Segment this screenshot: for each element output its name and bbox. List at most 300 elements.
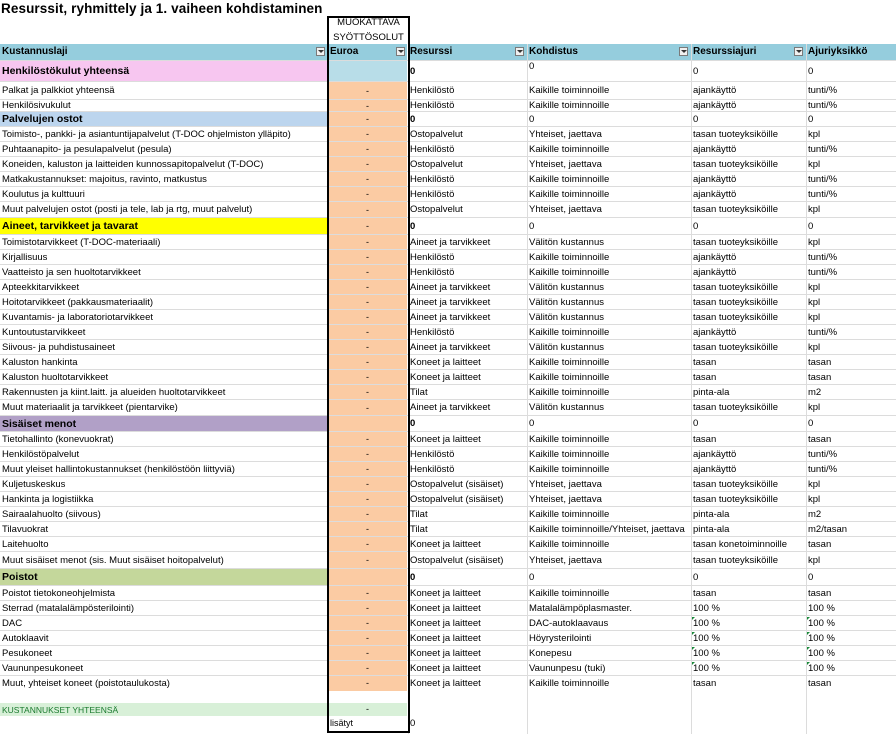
kohdistus-cell[interactable]: Kaikille toiminnoille	[529, 144, 610, 155]
resurssi-cell[interactable]: Koneet ja laitteet	[410, 603, 481, 614]
cost-type-cell[interactable]: Poistot tietokoneohjelmista	[2, 588, 116, 599]
resurssiajuri-cell[interactable]: ajankäyttö	[693, 189, 737, 200]
row-gridline	[0, 264, 896, 265]
euro-input-cell[interactable]: -	[328, 432, 407, 447]
ajuriyksikko-cell[interactable]: 100 %	[808, 633, 835, 644]
resurssi-cell[interactable]: Tilat	[410, 387, 428, 398]
resurssi-cell[interactable]: 0	[410, 114, 416, 125]
kohdistus-cell[interactable]: Välitön kustannus	[529, 312, 604, 323]
kohdistus-cell[interactable]: Kaikille toiminnoille	[529, 372, 610, 383]
kohdistus-cell[interactable]: Yhteiset, jaettava	[529, 159, 602, 170]
resurssiajuri-cell[interactable]: ajankäyttö	[693, 449, 737, 460]
resurssiajuri-cell[interactable]: 100 %	[693, 663, 720, 674]
total-euro-cell[interactable]: -	[328, 703, 407, 716]
kohdistus-cell[interactable]: Vaununpesu (tuki)	[529, 663, 606, 674]
euro-input-cell[interactable]: -	[328, 616, 407, 631]
resurssiajuri-cell[interactable]: tasan tuoteyksiköille	[693, 129, 779, 140]
euro-input-cell[interactable]	[328, 61, 407, 82]
resurssi-cell[interactable]: Henkilöstö	[410, 327, 455, 338]
resurssi-cell[interactable]: Koneet ja laitteet	[410, 539, 481, 550]
row-gridline	[0, 141, 896, 142]
kohdistus-cell[interactable]: Yhteiset, jaettava	[529, 129, 602, 140]
ajuriyksikko-cell[interactable]: tunti/%	[808, 100, 838, 111]
resurssi-cell[interactable]: Ostopalvelut	[410, 204, 463, 215]
resurssiajuri-cell[interactable]: tasan	[693, 357, 717, 368]
row-gridline	[0, 186, 896, 187]
euro-input-cell[interactable]: -	[328, 280, 407, 295]
row-gridline	[0, 171, 896, 172]
filter-dropdown-resurssiajuri-icon[interactable]	[794, 47, 803, 56]
cost-type-cell[interactable]: Kirjallisuus	[2, 252, 48, 263]
ajuriyksikko-cell[interactable]: kpl	[808, 297, 821, 308]
kohdistus-cell[interactable]: 0	[529, 221, 535, 232]
cost-type-cell[interactable]: Siivous- ja puhdistusaineet	[2, 342, 116, 353]
cost-type-cell[interactable]: Hankinta ja logistiikka	[2, 494, 94, 505]
resurssi-cell[interactable]: Henkilöstö	[410, 174, 455, 185]
kohdistus-cell[interactable]: Välitön kustannus	[529, 342, 604, 353]
euro-input-cell[interactable]: -	[328, 142, 407, 157]
row-gridline	[0, 461, 896, 462]
ajuriyksikko-cell[interactable]: tunti/%	[808, 174, 838, 185]
row-gridline	[0, 399, 896, 400]
euro-input-cell[interactable]	[328, 416, 407, 432]
ajuriyksikko-cell[interactable]: 0	[808, 418, 814, 429]
ajuriyksikko-cell[interactable]: 100 %	[808, 603, 835, 614]
header-kohdistus[interactable]: Kohdistus	[527, 44, 691, 60]
kohdistus-cell[interactable]: Kaikille toiminnoille	[529, 678, 610, 689]
column-gridline	[691, 44, 692, 734]
section-title[interactable]: Palvelujen ostot	[2, 113, 83, 125]
resurssi-cell[interactable]: Henkilöstö	[410, 449, 455, 460]
resurssiajuri-cell[interactable]: ajankäyttö	[693, 174, 737, 185]
section-title[interactable]: Aineet, tarvikkeet ja tavarat	[2, 220, 138, 232]
ajuriyksikko-cell[interactable]: tunti/%	[808, 464, 838, 475]
lisatyt-value[interactable]: 0	[410, 718, 416, 729]
cost-type-cell[interactable]: Koulutus ja kulttuuri	[2, 189, 85, 200]
resurssiajuri-cell[interactable]: tasan tuoteyksiköille	[693, 555, 779, 566]
header-resurssiajuri[interactable]: Resurssiajuri	[691, 44, 806, 60]
ajuriyksikko-cell[interactable]: 100 %	[808, 648, 835, 659]
euro-input-cell[interactable]: -	[328, 601, 407, 616]
resurssiajuri-cell[interactable]: tasan	[693, 434, 717, 445]
euro-input-cell[interactable]: -	[328, 325, 407, 340]
resurssiajuri-cell[interactable]: pinta-ala	[693, 387, 730, 398]
lisatyt-label: lisätyt	[330, 718, 354, 728]
euro-input-cell[interactable]: -	[328, 157, 407, 172]
ajuriyksikko-cell[interactable]: kpl	[808, 312, 821, 323]
row-gridline	[0, 585, 896, 586]
euro-input-cell[interactable]: -	[328, 127, 407, 142]
cost-type-cell[interactable]: Koneiden, kaluston ja laitteiden kunnossapitopalvelut (T-DOC)	[2, 159, 264, 170]
ajuriyksikko-cell[interactable]: kpl	[808, 237, 821, 248]
section-title[interactable]: Poistot	[2, 571, 38, 583]
resurssiajuri-cell[interactable]: tasan tuoteyksiköille	[693, 494, 779, 505]
resurssi-cell[interactable]: Aineet ja tarvikkeet	[410, 237, 491, 248]
euro-input-cell[interactable]: -	[328, 340, 407, 355]
kohdistus-cell[interactable]: Kaikille toiminnoille	[529, 357, 610, 368]
cost-type-cell[interactable]: Sterrad (matalalämpösterilointi)	[2, 603, 134, 614]
ajuriyksikko-cell[interactable]: tunti/%	[808, 144, 838, 155]
ajuriyksikko-cell[interactable]: 0	[808, 66, 814, 77]
ajuriyksikko-cell[interactable]: kpl	[808, 402, 821, 413]
cost-type-cell[interactable]: Kuvantamis- ja laboratoriotarvikkeet	[2, 312, 154, 323]
cost-type-cell[interactable]: Matkakustannukset: majoitus, ravinto, matkustus	[2, 174, 207, 185]
row-gridline	[0, 324, 896, 325]
resurssiajuri-cell[interactable]: tasan	[693, 588, 717, 599]
resurssiajuri-cell[interactable]: pinta-ala	[693, 524, 730, 535]
kohdistus-cell[interactable]: Välitön kustannus	[529, 297, 604, 308]
resurssiajuri-cell[interactable]: ajankäyttö	[693, 267, 737, 278]
resurssiajuri-cell[interactable]: 0	[693, 221, 699, 232]
row-gridline	[0, 384, 896, 385]
euro-input-cell[interactable]: -	[328, 82, 407, 100]
filter-dropdown-euroa-icon[interactable]	[396, 47, 405, 56]
resurssi-cell[interactable]: Henkilöstö	[410, 464, 455, 475]
row-gridline	[0, 476, 896, 477]
ajuriyksikko-cell[interactable]: kpl	[808, 555, 821, 566]
kohdistus-cell[interactable]: Yhteiset, jaettava	[529, 204, 602, 215]
ajuriyksikko-cell[interactable]: tunti/%	[808, 252, 838, 263]
euro-input-cell[interactable]: -	[328, 235, 407, 250]
kohdistus-cell[interactable]: 0	[529, 114, 535, 125]
filter-dropdown-kohdistus-icon[interactable]	[679, 47, 688, 56]
resurssi-cell[interactable]: Koneet ja laitteet	[410, 663, 481, 674]
resurssi-cell[interactable]: Ostopalvelut (sisäiset)	[410, 479, 504, 490]
cost-type-cell[interactable]: Apteekkitarvikkeet	[2, 282, 80, 293]
euro-input-cell[interactable]: -	[328, 172, 407, 187]
cost-type-cell[interactable]: Sairaalahuolto (siivous)	[2, 509, 101, 520]
resurssiajuri-cell[interactable]: ajankäyttö	[693, 252, 737, 263]
row-gridline	[0, 415, 896, 416]
filter-dropdown-resurssi-icon[interactable]	[515, 47, 524, 56]
resurssi-cell[interactable]: Aineet ja tarvikkeet	[410, 312, 491, 323]
resurssiajuri-cell[interactable]: tasan konetoiminnoille	[693, 539, 788, 550]
kohdistus-cell[interactable]: 0	[529, 418, 535, 429]
euro-input-cell[interactable]: -	[328, 522, 407, 537]
ajuriyksikko-cell[interactable]: 100 %	[808, 663, 835, 674]
row-gridline	[0, 294, 896, 295]
row-gridline	[0, 99, 896, 100]
row-gridline	[0, 234, 896, 235]
row-gridline	[0, 249, 896, 250]
header-ajuriyksikko[interactable]: Ajuriyksikkö	[806, 44, 896, 60]
header-kustannuslaji[interactable]: Kustannuslaji	[0, 44, 328, 60]
resurssiajuri-cell[interactable]: 100 %	[693, 648, 720, 659]
cost-type-cell[interactable]: Vaununpesukoneet	[2, 663, 84, 674]
cost-type-cell[interactable]: Hoitotarvikkeet (pakkausmateriaalit)	[2, 297, 154, 308]
euro-input-cell[interactable]: -	[328, 202, 407, 218]
cost-type-cell[interactable]: Puhtaanapito- ja pesulapalvelut (pesula)	[2, 144, 172, 155]
kohdistus-cell[interactable]: 0	[529, 572, 535, 583]
euro-input-cell[interactable]: -	[328, 537, 407, 552]
editable-cells-label-line1: MUOKATTAVA	[337, 17, 400, 28]
euro-input-cell[interactable]: -	[328, 477, 407, 492]
euro-input-cell[interactable]: -	[328, 100, 407, 112]
kohdistus-cell[interactable]: DAC-autoklaavaus	[529, 618, 609, 629]
resurssi-cell[interactable]: Henkilöstö	[410, 189, 455, 200]
euro-input-cell[interactable]: -	[328, 586, 407, 601]
resurssiajuri-cell[interactable]: 0	[693, 66, 699, 77]
kohdistus-cell[interactable]: Kaikille toiminnoille	[529, 449, 610, 460]
kohdistus-cell[interactable]: Höyrysterilointi	[529, 633, 592, 644]
row-gridline	[0, 60, 896, 61]
resurssiajuri-cell[interactable]: tasan tuoteyksiköille	[693, 402, 779, 413]
resurssiajuri-cell[interactable]: tasan tuoteyksiköille	[693, 297, 779, 308]
kohdistus-cell[interactable]: Välitön kustannus	[529, 402, 604, 413]
kohdistus-cell[interactable]: Kaikille toiminnoille	[529, 267, 610, 278]
ajuriyksikko-cell[interactable]: 0	[808, 114, 814, 125]
sheet-title: Resurssit, ryhmittely ja 1. vaiheen kohdistaminen	[1, 1, 323, 16]
ajuriyksikko-cell[interactable]: 0	[808, 572, 814, 583]
euro-input-cell[interactable]: -	[328, 265, 407, 280]
header-resurssi[interactable]: Resurssi	[408, 44, 527, 60]
resurssiajuri-cell[interactable]: tasan	[693, 678, 717, 689]
resurssiajuri-cell[interactable]: ajankäyttö	[693, 85, 737, 96]
kohdistus-cell[interactable]: Kaikille toiminnoille	[529, 509, 610, 520]
euro-input-cell[interactable]: -	[328, 355, 407, 370]
kohdistus-cell[interactable]: Kaikille toiminnoille	[529, 387, 610, 398]
cost-type-cell[interactable]: Pesukoneet	[2, 648, 53, 659]
filter-dropdown-kustannuslaji-icon[interactable]	[316, 47, 325, 56]
resurssiajuri-cell[interactable]: 0	[693, 114, 699, 125]
cost-type-cell[interactable]: Toimistotarvikkeet (T-DOC-materiaali)	[2, 237, 161, 248]
ajuriyksikko-cell[interactable]: 0	[808, 221, 814, 232]
row-gridline	[0, 279, 896, 280]
cost-type-cell[interactable]: Palkat ja palkkiot yhteensä	[2, 85, 115, 96]
euro-input-cell[interactable]: -	[328, 507, 407, 522]
row-gridline	[0, 600, 896, 601]
kohdistus-cell[interactable]: Kaikille toiminnoille	[529, 174, 610, 185]
resurssi-cell[interactable]: Ostopalvelut	[410, 159, 463, 170]
ajuriyksikko-cell[interactable]: kpl	[808, 159, 821, 170]
euro-input-cell[interactable]: -	[328, 187, 407, 202]
resurssi-cell[interactable]: Henkilöstö	[410, 144, 455, 155]
ajuriyksikko-cell[interactable]: tunti/%	[808, 449, 838, 460]
euro-input-cell[interactable]: -	[328, 400, 407, 416]
row-gridline	[0, 675, 896, 676]
resurssiajuri-cell[interactable]: pinta-ala	[693, 509, 730, 520]
row-gridline	[0, 339, 896, 340]
resurssi-cell[interactable]: Koneet ja laitteet	[410, 618, 481, 629]
resurssi-cell[interactable]: Koneet ja laitteet	[410, 372, 481, 383]
euro-input-cell[interactable]	[328, 569, 407, 586]
cost-type-cell[interactable]: Muut yleiset hallintokustannukset (henkilöstöön liittyviä)	[2, 464, 235, 475]
euro-input-cell[interactable]: -	[328, 661, 407, 676]
kohdistus-cell[interactable]: 0	[529, 61, 535, 72]
resurssiajuri-cell[interactable]: tasan tuoteyksiköille	[693, 342, 779, 353]
cost-type-cell[interactable]: Kaluston hankinta	[2, 357, 78, 368]
header-euroa[interactable]: Euroa	[328, 44, 407, 60]
cost-type-cell[interactable]: Muut materiaalit ja tarvikkeet (pientarvike)	[2, 402, 178, 413]
row-gridline	[0, 506, 896, 507]
resurssiajuri-cell[interactable]: 100 %	[693, 603, 720, 614]
row-gridline	[0, 630, 896, 631]
kohdistus-cell[interactable]: Kaikille toiminnoille	[529, 464, 610, 475]
resurssi-cell[interactable]: 0	[410, 572, 416, 583]
resurssiajuri-cell[interactable]: 100 %	[693, 618, 720, 629]
resurssi-cell[interactable]: Koneet ja laitteet	[410, 588, 481, 599]
resurssiajuri-cell[interactable]: ajankäyttö	[693, 327, 737, 338]
ajuriyksikko-cell[interactable]: m2	[808, 509, 822, 520]
euro-input-cell[interactable]: -	[328, 218, 407, 235]
cost-type-cell[interactable]: Tietohallinto (konevuokrat)	[2, 434, 114, 445]
section-title[interactable]: Sisäiset menot	[2, 418, 77, 430]
row-gridline	[0, 568, 896, 569]
kohdistus-cell[interactable]: Kaikille toiminnoille/Yhteiset, jaettava	[529, 524, 685, 535]
cost-type-cell[interactable]: Kuljetuskeskus	[2, 479, 66, 490]
cost-type-cell[interactable]: Rakennusten ja kiint.laitt. ja alueiden huoltotarvikkeet	[2, 387, 226, 398]
resurssi-cell[interactable]: 0	[410, 66, 416, 77]
resurssi-cell[interactable]: Ostopalvelut (sisäiset)	[410, 555, 504, 566]
cost-type-cell[interactable]: Tilavuokrat	[2, 524, 49, 535]
section-title[interactable]: Henkilöstökulut yhteensä	[2, 65, 130, 77]
ajuriyksikko-cell[interactable]: tunti/%	[808, 267, 838, 278]
resurssi-cell[interactable]: Ostopalvelut	[410, 129, 463, 140]
kohdistus-cell[interactable]: Konepesu	[529, 648, 572, 659]
resurssi-cell[interactable]: Koneet ja laitteet	[410, 633, 481, 644]
row-gridline	[0, 431, 896, 432]
cost-type-cell[interactable]: Kuntoutustarvikkeet	[2, 327, 86, 338]
resurssiajuri-cell[interactable]: tasan	[693, 372, 717, 383]
row-gridline	[0, 201, 896, 202]
resurssi-cell[interactable]: Aineet ja tarvikkeet	[410, 297, 491, 308]
kohdistus-cell[interactable]: Yhteiset, jaettava	[529, 555, 602, 566]
resurssiajuri-cell[interactable]: tasan tuoteyksiköille	[693, 282, 779, 293]
cost-type-cell[interactable]: DAC	[2, 618, 23, 629]
row-gridline	[0, 446, 896, 447]
row-gridline	[0, 156, 896, 157]
euro-input-cell[interactable]: -	[328, 370, 407, 385]
resurssi-cell[interactable]: Koneet ja laitteet	[410, 434, 481, 445]
ajuriyksikko-cell[interactable]: tasan	[808, 434, 832, 445]
resurssi-cell[interactable]: 0	[410, 418, 416, 429]
euro-input-cell[interactable]: -	[328, 447, 407, 462]
kohdistus-cell[interactable]: Kaikille toiminnoille	[529, 85, 610, 96]
ajuriyksikko-cell[interactable]: kpl	[808, 342, 821, 353]
euro-input-cell[interactable]: -	[328, 676, 407, 691]
row-gridline	[0, 217, 896, 218]
resurssi-cell[interactable]: Aineet ja tarvikkeet	[410, 402, 491, 413]
resurssi-cell[interactable]: Koneet ja laitteet	[410, 678, 481, 689]
kohdistus-cell[interactable]: Yhteiset, jaettava	[529, 479, 602, 490]
resurssi-cell[interactable]: Aineet ja tarvikkeet	[410, 282, 491, 293]
kohdistus-cell[interactable]: Yhteiset, jaettava	[529, 494, 602, 505]
euro-input-cell[interactable]: -	[328, 462, 407, 477]
ajuriyksikko-cell[interactable]: tunti/%	[808, 85, 838, 96]
ajuriyksikko-cell[interactable]: tunti/%	[808, 189, 838, 200]
kohdistus-cell[interactable]: Kaikille toiminnoille	[529, 100, 610, 111]
kohdistus-cell[interactable]: Kaikille toiminnoille	[529, 539, 610, 550]
kohdistus-cell[interactable]: Välitön kustannus	[529, 282, 604, 293]
ajuriyksikko-cell[interactable]: m2/tasan	[808, 524, 848, 535]
cost-type-cell[interactable]: Muut, yhteiset koneet (poistotaulukosta)	[2, 678, 170, 689]
cost-type-cell[interactable]: Toimisto-, pankki- ja asiantuntijapalvelut (T-DOC ohjelmiston ylläpito)	[2, 129, 291, 140]
cost-type-cell[interactable]: Henkilöstöpalvelut	[2, 449, 80, 460]
row-gridline	[0, 615, 896, 616]
euro-input-cell[interactable]: -	[328, 646, 407, 661]
ajuriyksikko-cell[interactable]: kpl	[808, 282, 821, 293]
resurssiajuri-cell[interactable]: tasan tuoteyksiköille	[693, 159, 779, 170]
resurssiajuri-cell[interactable]: 0	[693, 418, 699, 429]
cost-type-cell[interactable]: Vaatteisto ja sen huoltotarvikkeet	[2, 267, 141, 278]
row-gridline	[0, 126, 896, 127]
resurssiajuri-cell[interactable]: ajankäyttö	[693, 100, 737, 111]
kohdistus-cell[interactable]: Matalalämpöplasmaster.	[529, 603, 632, 614]
ajuriyksikko-cell[interactable]: kpl	[808, 129, 821, 140]
resurssiajuri-cell[interactable]: 0	[693, 572, 699, 583]
row-gridline	[0, 309, 896, 310]
euro-input-cell[interactable]: -	[328, 310, 407, 325]
euro-input-cell[interactable]: -	[328, 295, 407, 310]
resurssi-cell[interactable]: Ostopalvelut (sisäiset)	[410, 494, 504, 505]
resurssi-cell[interactable]: Aineet ja tarvikkeet	[410, 342, 491, 353]
resurssi-cell[interactable]: 0	[410, 221, 416, 232]
row-gridline	[0, 369, 896, 370]
cost-type-cell[interactable]: Autoklaavit	[2, 633, 49, 644]
ajuriyksikko-cell[interactable]: m2	[808, 387, 822, 398]
ajuriyksikko-cell[interactable]: 100 %	[808, 618, 835, 629]
cost-type-cell[interactable]: Kaluston huoltotarvikkeet	[2, 372, 109, 383]
euro-input-cell[interactable]: -	[328, 552, 407, 569]
resurssi-cell[interactable]: Koneet ja laitteet	[410, 357, 481, 368]
ajuriyksikko-cell[interactable]: kpl	[808, 204, 821, 215]
row-gridline	[0, 660, 896, 661]
ajuriyksikko-cell[interactable]: kpl	[808, 479, 821, 490]
resurssiajuri-cell[interactable]: 100 %	[693, 633, 720, 644]
ajuriyksikko-cell[interactable]: kpl	[808, 494, 821, 505]
resurssiajuri-cell[interactable]: ajankäyttö	[693, 144, 737, 155]
euro-input-cell[interactable]: -	[328, 250, 407, 265]
kohdistus-cell[interactable]: Kaikille toiminnoille	[529, 327, 610, 338]
column-gridline	[408, 44, 409, 734]
resurssiajuri-cell[interactable]: tasan tuoteyksiköille	[693, 237, 779, 248]
kohdistus-cell[interactable]: Kaikille toiminnoille	[529, 588, 610, 599]
ajuriyksikko-cell[interactable]: tunti/%	[808, 327, 838, 338]
resurssiajuri-cell[interactable]: tasan tuoteyksiköille	[693, 479, 779, 490]
euro-input-cell[interactable]: -	[328, 385, 407, 400]
ajuriyksikko-cell[interactable]: tasan	[808, 539, 832, 550]
row-gridline	[0, 81, 896, 82]
resurssiajuri-cell[interactable]: ajankäyttö	[693, 464, 737, 475]
resurssi-cell[interactable]: Henkilöstö	[410, 85, 455, 96]
ajuriyksikko-cell[interactable]: tasan	[808, 678, 832, 689]
row-gridline	[0, 354, 896, 355]
kohdistus-cell[interactable]: Välitön kustannus	[529, 237, 604, 248]
resurssi-cell[interactable]: Henkilöstö	[410, 252, 455, 263]
resurssiajuri-cell[interactable]: tasan tuoteyksiköille	[693, 204, 779, 215]
cost-type-cell[interactable]: Laitehuolto	[2, 539, 49, 550]
euro-input-cell[interactable]: -	[328, 112, 407, 127]
kohdistus-cell[interactable]: Kaikille toiminnoille	[529, 434, 610, 445]
resurssi-cell[interactable]: Henkilöstö	[410, 100, 455, 111]
cost-type-cell[interactable]: Muut sisäiset menot (sis. Muut sisäiset hoitopalvelut)	[2, 555, 224, 566]
resurssi-cell[interactable]: Tilat	[410, 509, 428, 520]
column-gridline	[527, 44, 528, 734]
ajuriyksikko-cell[interactable]: tasan	[808, 357, 832, 368]
resurssi-cell[interactable]: Tilat	[410, 524, 428, 535]
resurssiajuri-cell[interactable]: tasan tuoteyksiköille	[693, 312, 779, 323]
cost-type-cell[interactable]: Henkilösivukulut	[2, 100, 71, 111]
resurssi-cell[interactable]: Henkilöstö	[410, 267, 455, 278]
cost-type-cell[interactable]: Muut palvelujen ostot (posti ja tele, lab ja rtg, muut palvelut)	[2, 204, 253, 215]
resurssi-cell[interactable]: Koneet ja laitteet	[410, 648, 481, 659]
kohdistus-cell[interactable]: Kaikille toiminnoille	[529, 252, 610, 263]
euro-input-cell[interactable]: -	[328, 631, 407, 646]
euro-input-cell[interactable]: -	[328, 492, 407, 507]
kohdistus-cell[interactable]: Kaikille toiminnoille	[529, 189, 610, 200]
ajuriyksikko-cell[interactable]: tasan	[808, 372, 832, 383]
ajuriyksikko-cell[interactable]: tasan	[808, 588, 832, 599]
